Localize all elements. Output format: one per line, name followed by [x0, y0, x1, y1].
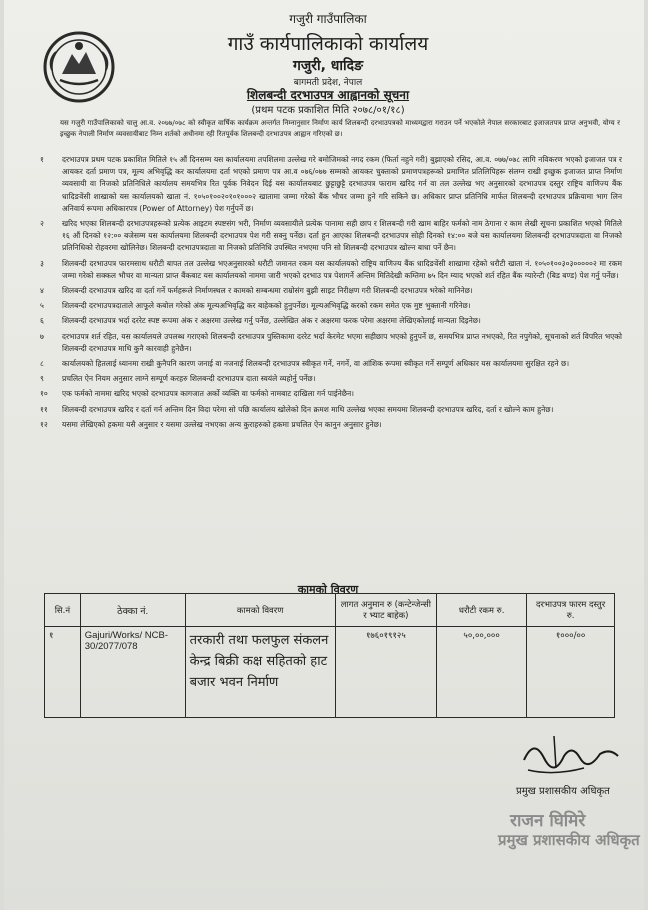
term-number: २ — [40, 219, 44, 229]
term-text: शिलबन्दी दरभाउपत्रदाताले आफूले कबोल गरेको अंक मूल्यअभिवृद्धि कर बाहेकको हुनुपर्नेछ। मूल्यअभिवृद्धि करको रकम समेत एक मुष्ट भुक्तानी गरिनेछ। — [62, 301, 471, 311]
header-cost-estimate: लागत अनुमान रु (कन्टेन्जेन्सी र भ्याट बाहेक) — [335, 594, 436, 627]
cell-deposit: ५०,००,००० — [437, 627, 527, 718]
term-number: ८ — [40, 359, 44, 369]
notice-title: शिलबन्दी दरभाउपत्र आह्वानको सूचना — [246, 88, 410, 102]
province-name: बागमती प्रदेश, नेपाल — [293, 78, 363, 88]
term-text: शिलबन्दी दरभाउपत्र फारमसाथ धरौटी बापत तल उल्लेख भएअनुसारको धरौटी जमानत रकम यस कार्यालयको राष्ट्रिय वाणिज्य बैंक धादिङवेंसी शाखामा रहेको धरौटी खाता नं. १०५०१००३०३०००००२ मा रकम जम्मा गरेको सक्कल भौचर वा मान्यता प्राप्त बैंकबाट यस कार्यालयको नाममा जारी भएको दरभाउ पत्र पेशागर्ने अन्तिम मितिदेखी कम्तिमा ७५ दिन म्याद भएको शर्त रहित बैंक ग्यारेन्टी (बिड बण्ड) पेश गर्नु पर्नेछ। — [62, 258, 622, 280]
term-item — [40, 404, 622, 416]
signature-scribble-icon — [514, 730, 624, 780]
header-deposit: धरौटी रकम रु. — [437, 594, 527, 627]
stamp-name: राजन घिमिरे — [510, 811, 586, 831]
term-text: एक फर्मको नाममा खरिद भएको दरभाउपत्र कागजात अर्को व्यक्ति वा फर्मको नामबाट दाखिला गर्न पाईनेछैन। — [62, 389, 354, 399]
municipality-name: गजुरी गाउँपालिका — [289, 12, 367, 26]
work-details-table — [44, 593, 615, 718]
term-item — [40, 154, 622, 215]
table-row — [45, 627, 615, 718]
header-form-fee: दरभाउपत्र फारम दस्तुर रु. — [527, 594, 615, 627]
term-text: शिलबन्दी दरभाउपत्र भर्दा दररेट स्पष्ट रूपमा अंक र अक्षरमा उल्लेख गर्नु पर्नेछ, उल्लेखित अंक र अक्षरमा फरक परेमा अक्षरमा लेखिएकोलाई मान्यता दिइनेछ। — [62, 316, 481, 326]
term-text: यसमा लेखिएको हकमा यसै अनुसार र यसमा उल्लेख नभएका अन्य कुराहरुको हकमा प्रचलित ऐन कानुन अनुसार हुनेछ। — [62, 419, 382, 429]
term-item — [40, 373, 622, 385]
term-item — [40, 258, 622, 282]
term-text: प्रचलित ऐन नियम अनुसार लाग्ने सम्पूर्ण करहरु शिलबन्दी दरभाउपत्र दाता स्वयंले व्यहोर्नु पर्नेछ। — [62, 374, 316, 384]
term-item — [40, 358, 622, 370]
cell-form-fee: १०००/०० — [527, 627, 615, 718]
term-item — [40, 419, 622, 431]
term-number: १० — [40, 389, 48, 399]
term-text: कार्यालयको हितलाई ध्यानमा राखी कुनैपनि कारण जनाई वा नजनाई शिलबन्दी दरभाउपत्र स्वीकृत गर्ने, नगर्ने, वा आंशिक रूपमा स्वीकृत गर्ने सम्पूर्ण अधिकार यस कार्यालयमा सुरक्षित रहने छ। — [62, 359, 570, 369]
term-number: ५ — [40, 301, 44, 311]
term-text: दरभाउपत्र शर्त रहित, यस कार्यालयले उपलब्ध गराएको शिलबन्दी दरभाउपत्र पुस्तिकामा दररेट भर्दा केरमेट भएमा सहीछाप भएको हुनुपर्ने छ, समयभित्र प्राप्त नभएको, रित नपुगेको, सूचनाको शर्त विपरित भएको शिलबन्दी दरभाउपत्र माथि कुनै कारवाही हुनेछैन। — [62, 331, 622, 353]
term-item — [40, 218, 622, 255]
term-number: ३ — [40, 258, 44, 268]
term-text: शिलबन्दी दरभाउपत्र खरिद र दर्ता गर्न अन्तिम दिन विदा परेमा सो पछि कार्यालय खोलेको दिन क्रमश माथि उल्लेख भएका समयमा शिलबन्दी दरभाउपत्र खरिद, दर्ता र खोल्ने काम हुनेछ। — [62, 404, 554, 414]
terms-list — [40, 154, 622, 434]
header-serial: सि.नं — [45, 594, 81, 627]
term-item — [40, 285, 622, 297]
header-description: कामको विवरण — [185, 594, 335, 627]
work-table-caption: कामको विवरण — [297, 583, 359, 596]
intro-paragraph: यस गजुरी गाउँपालिकाको चालु आ.व. २०७७/०७८ को स्वीकृत वार्षिक कार्यक्रम अन्तर्गत निम्नानुसार निर्माण कार्य शिलबन्दी दरभाउपत्रको माध्यमद्वारा गराउन पर्ने भएकोले नेपाल सरकारबाट इजाजतपत्र प्राप्त अनुभवी, योग्य र इच्छुक नेपाली निर्माण व्यवसायीबाट निम्न शर्तको अधीनमा रही रितपूर्वक शिलबन्दी दरभाउपत्र आह्वान गरिएको छ। — [60, 119, 620, 138]
term-item — [40, 331, 622, 355]
table-header-row — [45, 594, 615, 627]
term-number: ४ — [40, 286, 44, 296]
signatory-role: प्रमुख प्रशासकीय अधिकृत — [516, 786, 610, 797]
term-number: ७ — [40, 331, 44, 341]
term-number: ९ — [40, 374, 44, 384]
header-contract-no: ठेक्का नं. — [80, 594, 185, 627]
publication-date: (प्रथम पटक प्रकाशित मिति २०७८/०१/१८) — [251, 105, 405, 116]
term-number: १ — [40, 155, 44, 164]
cell-contract-no: Gajuri/Works/ NCB-30/2077/078 — [80, 627, 185, 718]
term-number: ११ — [40, 404, 48, 414]
stamp-title: प्रमुख प्रशासकीय अधिकृत — [498, 831, 640, 849]
cell-serial: १ — [45, 627, 81, 718]
term-item — [40, 300, 622, 312]
office-title: गाउँ कार्यपालिकाको कार्यालय — [227, 33, 429, 55]
notice-sheet — [4, 0, 644, 910]
cell-cost-estimate: १७६०१९१२५ — [335, 627, 436, 718]
term-item — [40, 388, 622, 400]
term-item — [40, 315, 622, 327]
term-text: शिलबन्दी दरभाउपत्र खरिद वा दर्ता गर्ने फर्महरूले निर्माणस्थल र कामको सम्बन्धमा राम्रोसंग बुझी साइट निरीक्षण गरी शिलबन्दी दरभाउपत्र भरेको मानिनेछ। — [62, 286, 473, 296]
term-text: खरिद भएका शिलबन्दी दरभाउपत्रहरूको प्रत्येक आइटम स्पष्टसंग भरी, निर्माण व्यवसायीले प्रत्येक पानामा सही छाप र शिलबन्दी गरी खाम बाहिर फर्मको नाम ठेगाना र काम लेखी सूचना प्रकाशित भएको मितिले १६ औं दिनको १२:०० बजेसम्म यस कार्यालयमा शिलबन्दी दरभाउपत्र पेश गरी सक्नु पर्नेछ। दर्ता हुन आएका शिलबन्दी दरभाउपत्र सोही दिनको १४:०० बजे यस कार्यालयमा शिलबन्दी दरभाउपत्रदाता वा निजको प्रतिनिधिको रोहवरमा खोलिनेछ। शिलबन्दी दरभाउपत्रदाता वा निजको प्रतिनिधि उपस्थित नभएमा पनि सो शिलबन्दी दरभाउपत्र खोल्न बाधा पर्ने छैन। — [62, 219, 622, 253]
office-location: गजुरी, धादिङ — [292, 58, 364, 74]
cell-description: तरकारी तथा फलफुल संकलन केन्द्र बिक्री कक्ष सहितको हाट बजार भवन निर्माण — [185, 627, 335, 718]
term-text: दरभाउपत्र प्रथम पटक प्रकाशित मितिले १५ औं दिनसम्म यस कार्यालयमा तपशिलमा उल्लेख गरे बमोजिमको नगद रकम (फिर्ता नहुने गरी) बुझाएको रसिद, आ.व. ०७७/०७८ लागि नविकरण भएको इजाजत पत्र र आयकर दर्ता प्रमाण पत्र, मूल्य अभिवृद्धि कर कार्यालयमा दर्ता भएको प्रमाण पत्र आ.व ०७६/०७७ सम्मको आयकर चुक्ताको प्रमाणपत्रहरूको प्रमाणित प्रतिलिपिहरू संलग्न राखी इच्छुक इजाजत प्राप्त निर्माण व्यवसायी वा निजको प्रतिनिधिले कार्यालय समयभित्र रित पूर्वक निवेदन दिई यस कार्यालयबाट छुट्टाछुट्टै दरभाउपत्र फाराम खरिद गर्न वा तल उल्लेख भए अनुसारको दरभाउपत्र दस्तुर राष्ट्रिय वाणिज्य बैंक धादिङवेंसी शाखाको यस कार्यालयको खाता नं. १०५०१००२०१०१०००२ खातामा जम्मा गरेको बैंक भौचर जम्मा हुने गरि सकिने छ। अधिकार प्राप्त प्रतिनिधि मार्फत शिलबन्दी दरभाउपत्र प्रक्रियामा भाग लिन अनिवार्य रूपमा अधिकारपत्र (Power of Attorney) पेश गर्नुपर्ने छ। — [62, 155, 622, 213]
term-number: ६ — [40, 316, 44, 326]
term-number: १२ — [40, 419, 48, 429]
